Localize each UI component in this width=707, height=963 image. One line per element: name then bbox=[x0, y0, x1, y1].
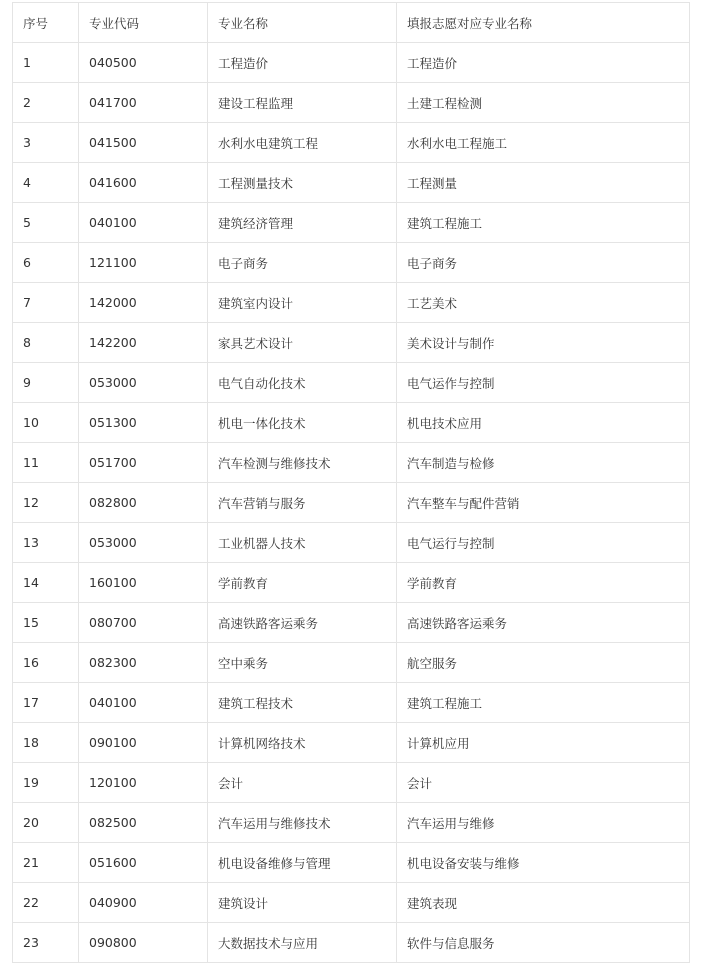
cell-major-code: 160100 bbox=[79, 563, 208, 603]
header-major-code: 专业代码 bbox=[79, 3, 208, 43]
table-row bbox=[13, 43, 690, 83]
cell-major-code: 053000 bbox=[79, 523, 208, 563]
table-row bbox=[13, 523, 690, 563]
cell-index: 18 bbox=[13, 723, 79, 763]
table-row bbox=[13, 723, 690, 763]
cell-major-code: 080700 bbox=[79, 603, 208, 643]
cell-major-name: 建设工程监理 bbox=[208, 83, 397, 123]
cell-major-code: 120100 bbox=[79, 763, 208, 803]
cell-major-code: 090100 bbox=[79, 723, 208, 763]
cell-application-major: 电气运作与控制 bbox=[397, 363, 690, 403]
cell-index: 5 bbox=[13, 203, 79, 243]
major-table bbox=[12, 2, 690, 963]
cell-index: 4 bbox=[13, 163, 79, 203]
header-application-major: 填报志愿对应专业名称 bbox=[397, 3, 690, 43]
cell-application-major: 学前教育 bbox=[397, 563, 690, 603]
cell-application-major: 汽车制造与检修 bbox=[397, 443, 690, 483]
table-row bbox=[13, 763, 690, 803]
cell-major-code: 142000 bbox=[79, 283, 208, 323]
cell-application-major: 工程造价 bbox=[397, 43, 690, 83]
cell-major-name: 高速铁路客运乘务 bbox=[208, 603, 397, 643]
cell-index: 16 bbox=[13, 643, 79, 683]
cell-major-code: 082500 bbox=[79, 803, 208, 843]
cell-application-major: 会计 bbox=[397, 763, 690, 803]
cell-major-code: 082300 bbox=[79, 643, 208, 683]
cell-index: 9 bbox=[13, 363, 79, 403]
table-row bbox=[13, 563, 690, 603]
cell-application-major: 土建工程检测 bbox=[397, 83, 690, 123]
cell-major-name: 汽车营销与服务 bbox=[208, 483, 397, 523]
cell-index: 1 bbox=[13, 43, 79, 83]
cell-application-major: 建筑工程施工 bbox=[397, 683, 690, 723]
cell-index: 17 bbox=[13, 683, 79, 723]
table-row bbox=[13, 643, 690, 683]
cell-index: 8 bbox=[13, 323, 79, 363]
table-row bbox=[13, 843, 690, 883]
table-row bbox=[13, 483, 690, 523]
cell-major-name: 电子商务 bbox=[208, 243, 397, 283]
cell-major-code: 040900 bbox=[79, 883, 208, 923]
table-row bbox=[13, 323, 690, 363]
cell-index: 7 bbox=[13, 283, 79, 323]
table-row bbox=[13, 163, 690, 203]
cell-application-major: 高速铁路客运乘务 bbox=[397, 603, 690, 643]
table-row bbox=[13, 243, 690, 283]
cell-index: 12 bbox=[13, 483, 79, 523]
table-row bbox=[13, 283, 690, 323]
header-major-name: 专业名称 bbox=[208, 3, 397, 43]
cell-application-major: 电气运行与控制 bbox=[397, 523, 690, 563]
cell-major-name: 电气自动化技术 bbox=[208, 363, 397, 403]
cell-application-major: 汽车整车与配件营销 bbox=[397, 483, 690, 523]
cell-major-name: 汽车检测与维修技术 bbox=[208, 443, 397, 483]
table-header-row bbox=[13, 3, 690, 43]
cell-major-name: 建筑设计 bbox=[208, 883, 397, 923]
cell-application-major: 建筑表现 bbox=[397, 883, 690, 923]
cell-major-name: 空中乘务 bbox=[208, 643, 397, 683]
cell-index: 11 bbox=[13, 443, 79, 483]
cell-index: 14 bbox=[13, 563, 79, 603]
cell-index: 2 bbox=[13, 83, 79, 123]
cell-application-major: 建筑工程施工 bbox=[397, 203, 690, 243]
cell-major-code: 082800 bbox=[79, 483, 208, 523]
cell-major-name: 工程测量技术 bbox=[208, 163, 397, 203]
cell-major-name: 家具艺术设计 bbox=[208, 323, 397, 363]
table-row bbox=[13, 83, 690, 123]
cell-application-major: 航空服务 bbox=[397, 643, 690, 683]
cell-major-name: 会计 bbox=[208, 763, 397, 803]
cell-major-name: 建筑室内设计 bbox=[208, 283, 397, 323]
cell-major-name: 汽车运用与维修技术 bbox=[208, 803, 397, 843]
cell-index: 21 bbox=[13, 843, 79, 883]
table-row bbox=[13, 203, 690, 243]
cell-major-code: 040500 bbox=[79, 43, 208, 83]
cell-index: 19 bbox=[13, 763, 79, 803]
cell-major-code: 051300 bbox=[79, 403, 208, 443]
cell-application-major: 美术设计与制作 bbox=[397, 323, 690, 363]
cell-application-major: 计算机应用 bbox=[397, 723, 690, 763]
header-index: 序号 bbox=[13, 3, 79, 43]
table-row bbox=[13, 443, 690, 483]
cell-major-code: 053000 bbox=[79, 363, 208, 403]
cell-major-name: 工程造价 bbox=[208, 43, 397, 83]
table-row bbox=[13, 403, 690, 443]
cell-application-major: 工艺美术 bbox=[397, 283, 690, 323]
cell-major-code: 041700 bbox=[79, 83, 208, 123]
cell-major-name: 计算机网络技术 bbox=[208, 723, 397, 763]
cell-application-major: 汽车运用与维修 bbox=[397, 803, 690, 843]
cell-application-major: 机电技术应用 bbox=[397, 403, 690, 443]
cell-major-name: 建筑工程技术 bbox=[208, 683, 397, 723]
cell-major-name: 机电设备维修与管理 bbox=[208, 843, 397, 883]
cell-major-name: 建筑经济管理 bbox=[208, 203, 397, 243]
table-row bbox=[13, 803, 690, 843]
cell-major-name: 工业机器人技术 bbox=[208, 523, 397, 563]
cell-index: 23 bbox=[13, 923, 79, 963]
cell-application-major: 水利水电工程施工 bbox=[397, 123, 690, 163]
cell-index: 10 bbox=[13, 403, 79, 443]
table-row bbox=[13, 923, 690, 963]
cell-index: 13 bbox=[13, 523, 79, 563]
cell-index: 15 bbox=[13, 603, 79, 643]
cell-index: 20 bbox=[13, 803, 79, 843]
cell-major-name: 水利水电建筑工程 bbox=[208, 123, 397, 163]
cell-major-code: 051700 bbox=[79, 443, 208, 483]
cell-major-code: 121100 bbox=[79, 243, 208, 283]
cell-application-major: 电子商务 bbox=[397, 243, 690, 283]
cell-index: 6 bbox=[13, 243, 79, 283]
cell-application-major: 软件与信息服务 bbox=[397, 923, 690, 963]
cell-major-code: 041500 bbox=[79, 123, 208, 163]
table-row bbox=[13, 883, 690, 923]
cell-major-code: 051600 bbox=[79, 843, 208, 883]
cell-index: 3 bbox=[13, 123, 79, 163]
cell-major-name: 机电一体化技术 bbox=[208, 403, 397, 443]
table-row bbox=[13, 683, 690, 723]
cell-major-code: 040100 bbox=[79, 203, 208, 243]
cell-major-name: 大数据技术与应用 bbox=[208, 923, 397, 963]
cell-index: 22 bbox=[13, 883, 79, 923]
table-row bbox=[13, 603, 690, 643]
cell-major-name: 学前教育 bbox=[208, 563, 397, 603]
cell-major-code: 090800 bbox=[79, 923, 208, 963]
table-row bbox=[13, 123, 690, 163]
cell-major-code: 040100 bbox=[79, 683, 208, 723]
cell-major-code: 142200 bbox=[79, 323, 208, 363]
cell-application-major: 工程测量 bbox=[397, 163, 690, 203]
table-row bbox=[13, 363, 690, 403]
cell-application-major: 机电设备安装与维修 bbox=[397, 843, 690, 883]
cell-major-code: 041600 bbox=[79, 163, 208, 203]
